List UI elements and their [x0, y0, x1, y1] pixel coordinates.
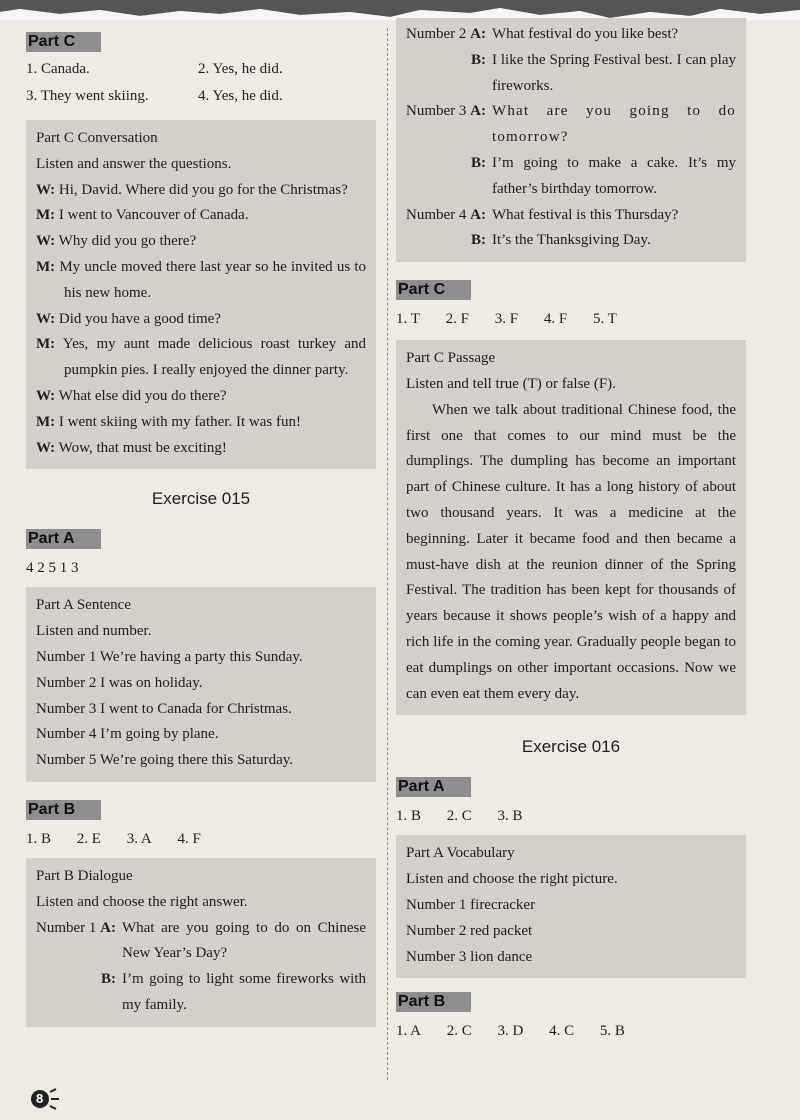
part-c-answers: [396, 306, 746, 332]
speaker-label: B:: [100, 971, 116, 988]
answer-item: 4. F: [543, 311, 568, 328]
dialogue-continued-box: [396, 18, 746, 262]
part-a-heading: Part A: [26, 529, 101, 549]
box-instruction: Listen and number.: [36, 623, 152, 640]
box-title: Part C Conversation: [36, 130, 158, 146]
conversation-box: [26, 120, 376, 469]
dialogue-line: M: I went to Vancouver of Canada.: [36, 207, 249, 224]
exercise-title: Exercise 015: [151, 489, 251, 509]
answer-item: 2. C: [446, 1023, 472, 1040]
answer-item: 3. They went skiing.: [26, 88, 149, 104]
part-b-heading: Part B: [396, 992, 471, 1012]
dialogue-text: I’m going to light some fireworks with my family.: [121, 971, 366, 1013]
dialogue-line: W: What else did you do there?: [36, 387, 227, 404]
answer-item: 1. T: [396, 311, 420, 328]
part-c-heading: Part C: [26, 32, 101, 52]
answer-item: 2. Yes, he did.: [198, 61, 283, 77]
dialogue-text: I like the Spring Festival best. I can play fireworks.: [491, 51, 736, 94]
dialogue-text: It’s the Thanksgiving Day.: [491, 232, 651, 249]
vocab-line: Number 1 firecracker: [406, 896, 536, 913]
dialogue-exchange: [406, 22, 736, 254]
answer-item: 4. C: [549, 1023, 575, 1040]
dialogue-text: I’m going to make a cake. It’s my father’s birthday tomorrow.: [491, 154, 736, 197]
exercise-title: Exercise 016: [521, 737, 621, 757]
part-b-answers: [26, 826, 376, 852]
vocabulary-box: [396, 835, 746, 978]
sentence-line: Number 3 I went to Canada for Christmas.: [36, 700, 292, 717]
part-a-answers: [396, 803, 746, 829]
vocab-line: Number 3 lion dance: [406, 948, 533, 965]
dialogue-line: W: Hi, David. Where did you go for the Christmas?: [36, 181, 348, 198]
part-b-heading: Part B: [26, 800, 101, 820]
answer-item: 3. F: [494, 311, 519, 328]
box-title: Part A Sentence: [36, 597, 131, 614]
speaker-label: Number 4 A:: [406, 206, 486, 223]
page-number-badge: [30, 1088, 60, 1112]
dialogue-line: M: Yes, my aunt made delicious roast turkey and pumpkin pies. I really enjoyed the dinner party.: [36, 336, 366, 379]
answer-item: 1. Canada.: [26, 61, 90, 77]
box-title: Part A Vocabulary: [406, 845, 515, 862]
sentence-box: [26, 587, 376, 782]
answer-item: 4. Yes, he did.: [198, 88, 283, 104]
speaker-label: Number 3 A:: [406, 103, 486, 120]
dialogue-box: [26, 858, 376, 1027]
box-instruction: Listen and answer the questions.: [36, 155, 232, 172]
sentence-line: Number 5 We’re going there this Saturday.: [36, 752, 294, 769]
speaker-icon: [30, 1088, 60, 1110]
left-column: [26, 32, 376, 1027]
part-c-answers: [26, 56, 376, 110]
answer-item: 2. E: [76, 830, 101, 847]
part-a-answer: 4 2 5 1 3: [26, 560, 79, 577]
answer-item: 5. B: [599, 1023, 625, 1040]
dialogue-line: M: I went skiing with my father. It was fun!: [36, 413, 301, 430]
speaker-label: Number 2 A:: [406, 26, 486, 42]
part-c-heading: Part C: [396, 280, 471, 300]
box-instruction: Listen and choose the right picture.: [406, 871, 618, 888]
dialogue-text: What are you going to do on Chinese New Year’s Day?: [121, 919, 366, 962]
speaker-label: Number 1 A:: [36, 919, 116, 936]
answer-item: 3. A: [126, 830, 152, 847]
sentence-line: Number 2 I was on holiday.: [36, 674, 203, 691]
dialogue-line: M: My uncle moved there last year so he invited us to his new home.: [36, 258, 367, 301]
box-instruction: Listen and tell true (T) or false (F).: [406, 375, 616, 392]
dialogue-line: W: Wow, that must be exciting!: [36, 439, 227, 456]
box-title: Part C Passage: [406, 350, 496, 367]
answer-item: 1. A: [396, 1023, 422, 1040]
dialogue-text: What festival is this Thursday?: [491, 206, 679, 223]
answer-item: 1. B: [396, 808, 422, 825]
box-instruction: Listen and choose the right answer.: [36, 893, 248, 910]
dialogue-text: What are you going to do tomorrow?: [491, 103, 736, 146]
sentence-line: Number 1 We’re having a party this Sunday.: [36, 648, 303, 665]
box-title: Part B Dialogue: [36, 867, 133, 884]
vocab-line: Number 2 red packet: [406, 922, 533, 939]
right-column: [396, 18, 746, 1044]
speaker-label: B:: [470, 232, 486, 249]
answer-item: 4. F: [177, 830, 201, 847]
passage-text: When we talk about traditional Chinese food, the first one that comes to our mind must be the dumplings. The dumpling has become an important part of Chinese culture. It has a long history of about two thousand years. It was a medicine at the beginning. Later it became food and then became a must-have dish at the reunion dinner of the Spring Festival. The tradition has been kept for thousands of years because it shows people’s wish of a happy and rich life in the coming year. Gradually people began to eat dumplings on other important occasions. Now we can even eat them every day.: [406, 401, 736, 702]
dialogue-text: What festival do you like best?: [491, 26, 679, 42]
speaker-label: B:: [470, 154, 486, 171]
dialogue-exchange: [36, 916, 366, 1019]
answer-item: 3. D: [497, 1023, 524, 1040]
answer-item: 5. T: [592, 311, 617, 328]
dialogue-line: W: Why did you go there?: [36, 233, 197, 250]
speaker-label: B:: [470, 51, 486, 68]
answer-item: 2. C: [446, 808, 472, 825]
page-number: 8: [36, 1091, 44, 1106]
dialogue-line: W: Did you have a good time?: [36, 310, 221, 327]
column-divider: [387, 28, 388, 1080]
answer-item: 1. B: [26, 830, 52, 847]
part-a-heading: Part A: [396, 777, 471, 797]
sentence-line: Number 4 I’m going by plane.: [36, 726, 219, 743]
passage-box: [396, 340, 746, 715]
answer-item: 2. F: [445, 311, 469, 328]
answer-item: 3. B: [497, 808, 523, 825]
part-b-answers: [396, 1018, 746, 1044]
